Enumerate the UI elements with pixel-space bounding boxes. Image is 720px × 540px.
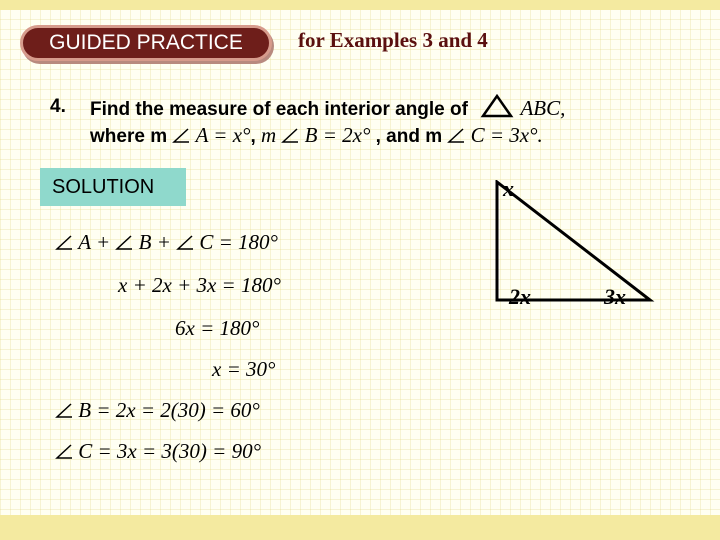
triangle-top-label: x [503,176,514,201]
guided-practice-badge [20,25,272,61]
m-text: m [260,123,277,147]
equation-angle-b [55,398,260,423]
equation-6x: 6x = 180° [175,316,260,340]
angle-b-expr: B = 2x° [304,123,371,147]
triangle-shape [497,182,650,300]
equation-x-value: x = 30° [212,357,276,381]
eq1-part-b: B + [138,230,171,254]
triangle-left-label: 2x [509,284,531,309]
solution-label: SOLUTION [52,176,155,198]
equation-angle-c [55,439,261,464]
equation-angle-sum [55,230,278,255]
problem-text: Find the measure of each interior angle of [90,99,468,120]
angle-icon [55,233,73,251]
angle-a-expr: A = x° [195,123,251,147]
equation-sum-x: x + 2x + 3x = 180° [118,273,281,297]
eq1-part-c: C = 180° [199,230,278,254]
angle-icon [176,233,194,251]
angle-icon [55,442,73,460]
eq1-part-a: A + [78,230,111,254]
subtitle: for Examples 3 and 4 [298,28,488,52]
problem-line-1 [90,94,565,121]
angle-icon [172,126,190,144]
where-text: where m [90,126,168,147]
angle-icon [115,233,133,251]
comma-text: , [250,126,256,147]
angle-c-expr: C = 3x°. [470,123,543,147]
bottom-band [0,515,720,540]
triangle-right-label: 3x [604,284,626,309]
angle-icon [55,401,73,419]
angle-icon [281,126,299,144]
eq6-text: C = 3x = 3(30) = 90° [78,439,261,463]
triangle-name: ABC, [520,96,566,120]
problem-number: 4. [50,96,66,117]
angle-icon [447,126,465,144]
solution-label-box [40,168,186,206]
and-m-text: , and m [375,126,443,147]
triangle-symbol-icon [479,94,515,118]
badge-label: GUIDED PRACTICE [49,31,243,54]
problem-line-2 [90,123,543,148]
top-band [0,0,720,10]
eq5-text: B = 2x = 2(30) = 60° [78,398,260,422]
